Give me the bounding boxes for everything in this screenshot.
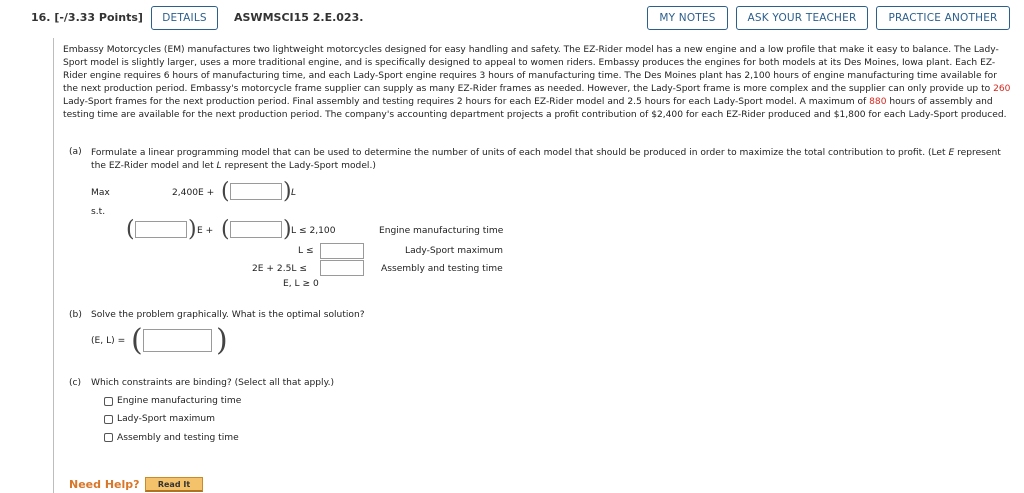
problem-statement: Embassy Motorcycles (EM) manufactures two lightweight motorcycles designed for easy handling and safety. The EZ-Rider model has a new engine and a low profile that make it easy to balance. The Lady-Sport model is slightly larger, uses a more traditional engine, and is specifically designed to appeal to women riders. Embassy produces the engines for both models at its Des Moines, Iowa plant. Each EZ-Rider engine requires 6 hours of manufacturing time, and each Lady-Sport engine requires 3 hours of manufacturing time. The Des Moines plant has 2,100 hours of engine manufacturing time available for the next production period. Embassy's motorcycle frame supplier can supply as many EZ-Rider frames as needed. However, the Lady-Sport frame is more complex and the supplier can only provide up to 260 Lady-Sport frames for the next production period. Final assembly and testing requires 2 hours for each EZ-Rider model and 2.5 hours for each Lady-Sport model. A maximum of 880 hours of assembly and testing time are available for the next production period. The company's accounting department projects a profit contribution of $2,400 for each EZ-Rider produced and $1,800 for each Lady-Sport produced.: [63, 45, 1011, 120]
lady-sport-rhs-input[interactable]: [320, 243, 364, 259]
optimal-solution-input[interactable]: [143, 329, 212, 352]
my-notes-button[interactable]: MY NOTES: [647, 6, 728, 30]
objective-suffix: L: [291, 188, 297, 198]
assembly-prefix: 2E + 2.5L ≤: [252, 264, 307, 274]
details-button[interactable]: DETAILS: [151, 6, 218, 30]
part-b-instructions: Solve the problem graphically. What is the optimal solution?: [91, 310, 365, 320]
nonnegativity-constraint: E, L ≥ 0: [283, 279, 319, 289]
max-label: Max: [91, 188, 110, 198]
part-c-label: (c): [69, 378, 82, 388]
assembly-constraint-name: Assembly and testing time: [381, 264, 503, 274]
part-c-instructions: Which constraints are binding? (Select all that apply.): [91, 378, 335, 388]
practice-another-button[interactable]: PRACTICE ANOTHER: [876, 6, 1010, 30]
binding-option-assembly[interactable]: Assembly and testing time: [117, 433, 239, 443]
part-b-label: (b): [69, 310, 82, 320]
ask-teacher-button[interactable]: ASK YOUR TEACHER: [736, 6, 868, 30]
optimal-solution-prefix: (E, L) =: [91, 336, 126, 346]
subject-to-label: s.t.: [91, 207, 106, 217]
lady-sport-frame-limit: 260: [993, 84, 1011, 94]
lady-sport-binding-checkbox[interactable]: [104, 415, 113, 424]
binding-option-engine[interactable]: Engine manufacturing time: [117, 396, 242, 406]
question-number: 16. [-/3.33 Points]: [31, 11, 143, 24]
assembly-rhs-input[interactable]: [320, 260, 364, 276]
assembly-binding-checkbox[interactable]: [104, 433, 113, 442]
objective-l-coefficient-input[interactable]: [230, 183, 282, 200]
assignment-code: ASWMSCI15 2.E.023.: [234, 11, 364, 24]
engine-binding-checkbox[interactable]: [104, 397, 113, 406]
assembly-hours-limit: 880: [869, 97, 887, 107]
need-help-label: Need Help?: [69, 478, 140, 491]
engine-e-suffix: E +: [197, 226, 214, 236]
binding-option-lady-sport[interactable]: Lady-Sport maximum: [117, 414, 216, 424]
engine-e-coefficient-input[interactable]: [135, 221, 187, 238]
part-a-instructions: Formulate a linear programming model that can be used to determine the number of units of each model that should be produced in order to maximize the total contribution to profit. (Let E represent the EZ-Rider model and let L represent the Lady-Sport model.): [91, 148, 1001, 171]
part-a-label: (a): [69, 147, 82, 157]
objective-prefix: 2,400E +: [172, 188, 215, 198]
engine-constraint-name: Engine manufacturing time: [379, 226, 504, 236]
engine-rhs: L ≤ 2,100: [291, 226, 336, 236]
read-it-button[interactable]: Read It: [145, 477, 203, 492]
engine-l-coefficient-input[interactable]: [230, 221, 282, 238]
lady-sport-constraint-name: Lady-Sport maximum: [405, 246, 504, 256]
question-header: [0, 0, 1024, 38]
content-divider: [53, 38, 54, 493]
lady-sport-prefix: L ≤: [298, 246, 314, 256]
